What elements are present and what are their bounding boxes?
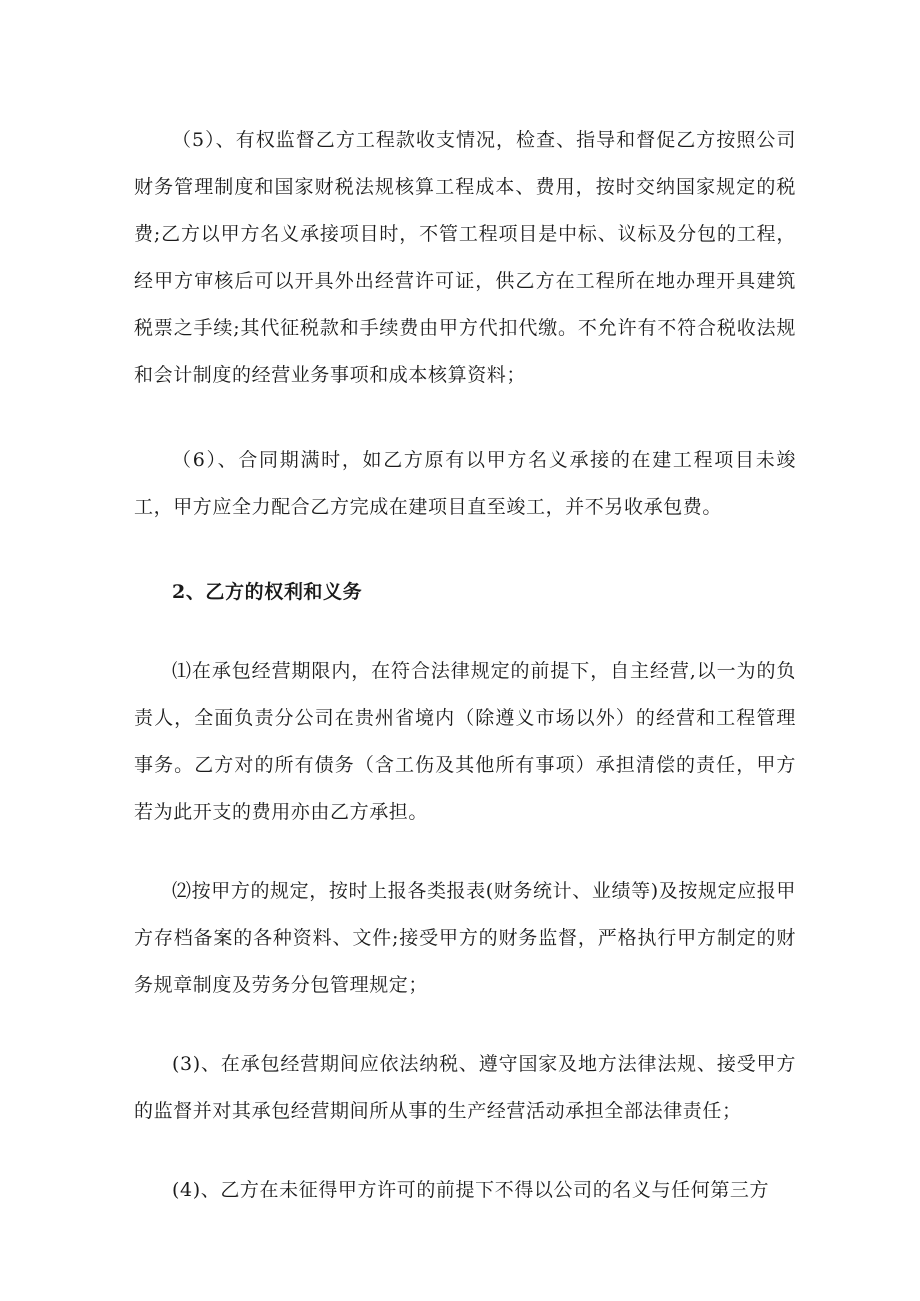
section-heading: 2、乙方的权利和义务: [172, 581, 363, 603]
clause-5-paragraph: （5）、有权监督乙方工程款收支情况，检查、指导和督促乙方按照公司财务管理制度和国家财税法规核算工程成本、费用，按时交纳国家规定的税费;乙方以甲方名义承接项目时，不管工程项目是中标、议标及分包的工程，经甲方审核后可以开具外出经营许可证，供乙方在工程所在地办理开具建筑税票之手续;其代征税款和手续费由甲方代扣代缴。不允许有不符合税收法规和会计制度的经营业务事项和成本核算资料；: [134, 129, 796, 386]
party-b-clause-1: ⑴在承包经营期限内，在符合法律规定的前提下，自主经营,以一为的负责人，全面负责分公司在贵州省境内（除遵义市场以外）的经营和工程管理事务。乙方对的所有债务（含工伤及其他所有事项）承担清偿的责任，甲方若为此开支的费用亦由乙方承担。: [134, 660, 796, 823]
party-b-clause-2: ⑵按甲方的规定，按时上报各类报表(财务统计、业绩等)及按规定应报甲方存档备案的各种资料、文件;接受甲方的财务监督，严格执行甲方制定的财务规章制度及劳务分包管理规定；: [134, 880, 796, 996]
party-b-clause-3: (3)、在承包经营期间应依法纳税、遵守国家及地方法律法规、接受甲方的监督并对其承包经营期间所从事的生产经营活动承担全部法律责任；: [134, 1053, 796, 1122]
clause-6-paragraph: （6）、合同期满时，如乙方原有以甲方名义承接的在建工程项目未竣工，甲方应全力配合乙方完成在建项目直至竣工，并不另收承包费。: [134, 449, 796, 518]
party-b-clause-4: (4)、乙方在未征得甲方许可的前提下不得以公司的名义与任何第三方: [172, 1179, 770, 1201]
